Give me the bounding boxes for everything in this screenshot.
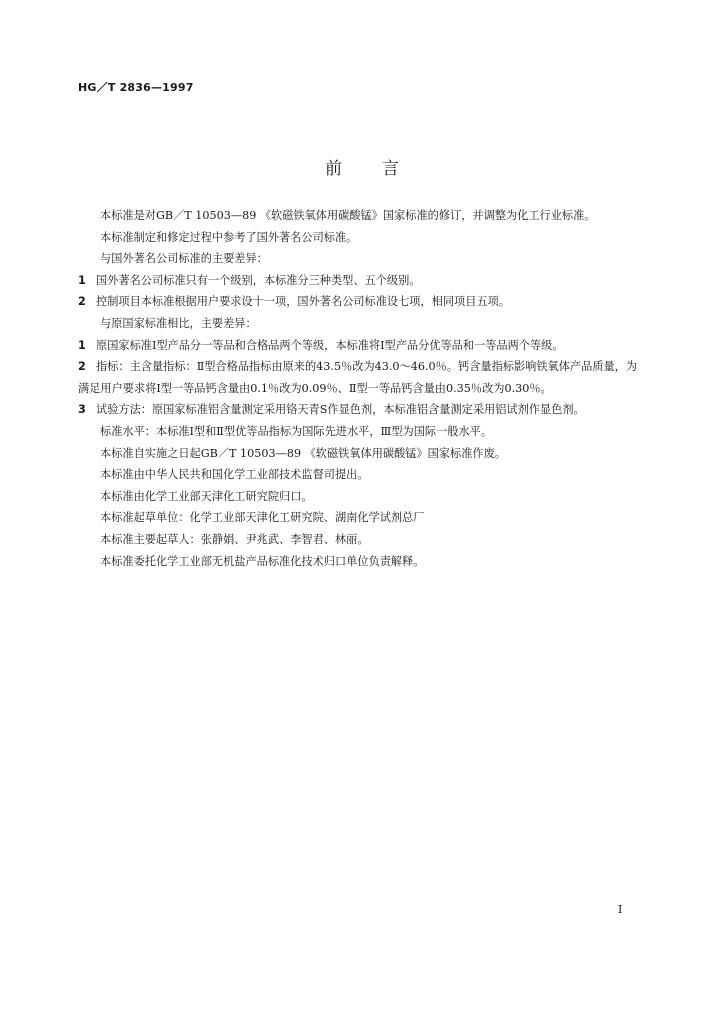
list-item-text: 指标：主含量指标：Ⅱ型合格品指标由原来的43.5％改为43.0～46.0％。钙含量指标影响铁氧体产品质量，为满足用户要求将Ⅰ型一等品钙含量由0.1％改为0.09％、Ⅱ型一等品钙含量由0.35％改为0.30％。: [78, 360, 638, 395]
list-item-text: 试验方法：原国家标准铝含量测定采用铬天青S作显色剂，本标准铝含量测定采用铝试剂作显色剂。: [96, 403, 585, 417]
paragraph-revision-note: 本标准是对GB／T 10503—89 《软磁铁氧体用碳酸锰》国家标准的修订，并调整为化工行业标准。: [100, 209, 596, 222]
paragraph-supersedes: 本标准自实施之日起GB／T 10503—89 《软磁铁氧体用碳酸锰》国家标准作废。: [100, 446, 506, 460]
paragraph-proposed-by: 本标准由中华人民共和国化学工业部技术监督司提出。: [100, 468, 369, 482]
paragraph-national-differences-heading: 与原国家标准相比，主要差异：: [100, 316, 257, 330]
paragraph-drafters: 本标准主要起草人：张静娟、尹兆武、李智君、林丽。: [100, 532, 369, 546]
list-item-number: 2: [78, 295, 86, 309]
page-title: 前言: [325, 159, 439, 179]
list-item: [78, 335, 644, 357]
document-body: [78, 205, 644, 572]
list-item: [78, 399, 644, 421]
standard-code-header: HG／T 2836—1997: [78, 81, 194, 94]
list-item-number: 1: [78, 338, 86, 352]
list-item: [78, 356, 644, 399]
paragraph-interpretation: 本标准委托化学工业部无机盐产品标准化技术归口单位负责解释。: [100, 554, 425, 568]
list-item-number: 2: [78, 360, 86, 374]
list-item: [78, 291, 644, 313]
list-item-text: 原国家标准Ⅰ型产品分一等品和合格品两个等级，本标准将Ⅰ型产品分优等品和一等品两个等级。: [96, 338, 564, 352]
list-item-number: 3: [78, 403, 86, 417]
list-item-number: 1: [78, 273, 86, 287]
list-item: [78, 270, 644, 292]
list-item-text: 控制项目本标准根据用户要求设十一项，国外著名公司标准设七项，相同项目五项。: [96, 295, 510, 309]
paragraph-administered-by: 本标准由化学工业部天津化工研究院归口。: [100, 489, 313, 503]
page-number: I: [618, 903, 623, 916]
paragraph-drafting-units: 本标准起草单位：化学工业部天津化工研究院、湖南化学试剂总厂: [100, 511, 425, 525]
paragraph-reference-note: 本标准制定和修定过程中参考了国外著名公司标准。: [100, 230, 358, 244]
paragraph-standard-level: 标准水平：本标准Ⅰ型和Ⅱ型优等品指标为国际先进水平，Ⅲ型为国际一般水平。: [100, 424, 493, 438]
list-item-text: 国外著名公司标准只有一个级别，本标准分三种类型、五个级别。: [96, 273, 421, 287]
paragraph-foreign-differences-heading: 与国外著名公司标准的主要差异：: [100, 252, 268, 266]
